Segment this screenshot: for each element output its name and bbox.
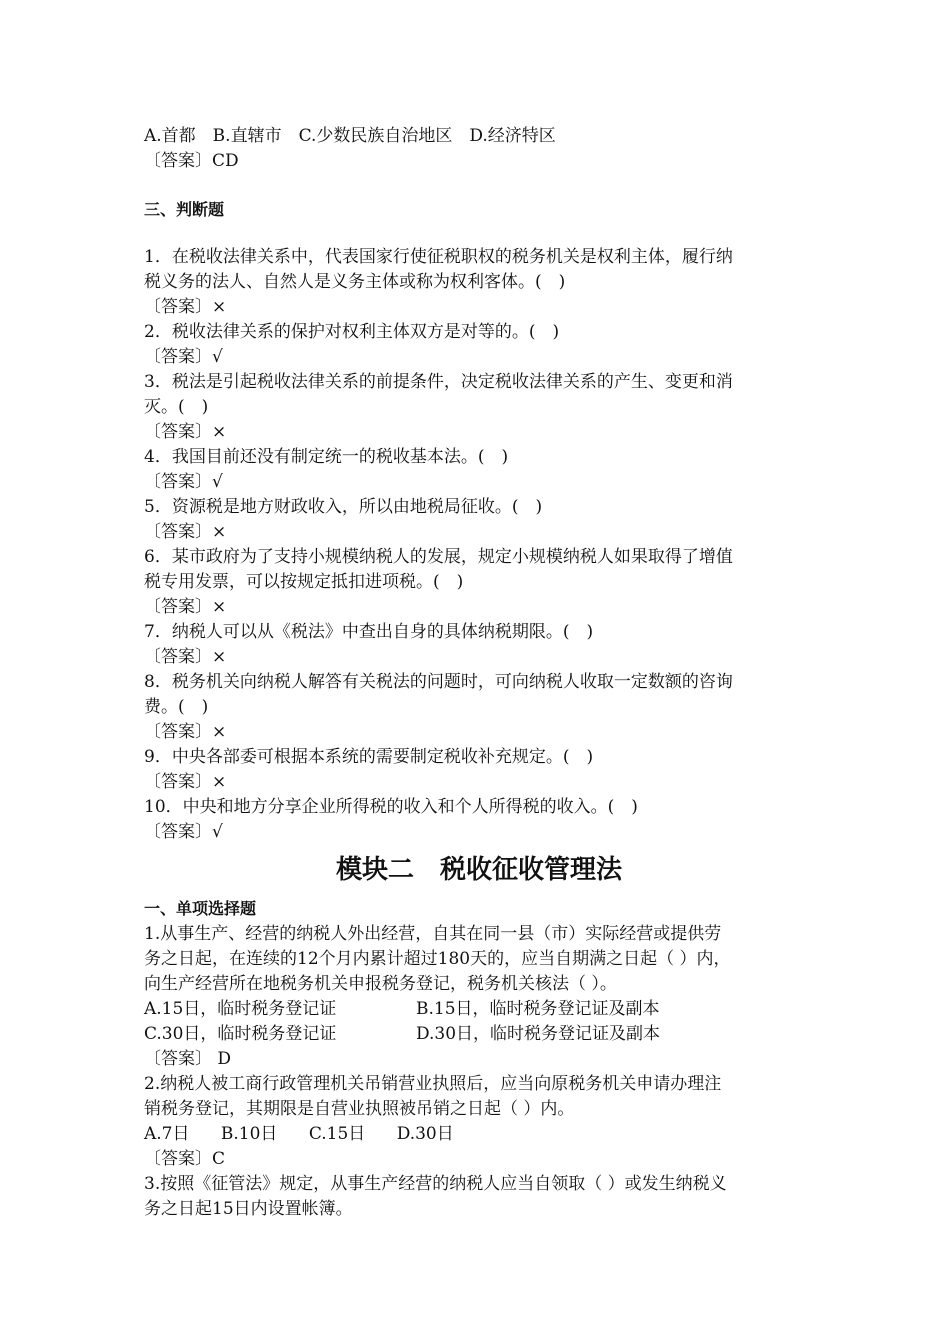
answer-line: 〔答案〕× [144, 522, 227, 542]
question-line: 税专用发票，可以按规定抵扣进项税。( ) [144, 572, 464, 592]
mc-question-3 [144, 1172, 824, 1222]
tf-question-6 [144, 545, 824, 620]
question-line: 务之日起15日内设置帐簿。 [144, 1199, 353, 1219]
answer-line: 〔答案〕C [144, 1149, 226, 1169]
question-line: 灭。( ) [144, 397, 209, 417]
question-line: 1．在税收法律关系中，代表国家行使征税职权的税务机关是权利主体，履行纳 [144, 247, 733, 267]
tf-question-7 [144, 620, 824, 670]
tf-question-9 [144, 745, 824, 795]
tf-question-8 [144, 670, 824, 745]
question-line: 8．税务机关向纳税人解答有关税法的问题时，可向纳税人收取一定数额的咨询 [144, 672, 733, 692]
option-a: A.7日 [144, 1124, 190, 1144]
option-row [144, 997, 824, 1022]
option-row [144, 1122, 824, 1147]
option-d: D.30日，临时税务登记证及副本 [416, 1024, 661, 1044]
question-line: 费。( ) [144, 697, 209, 717]
option-c: C.30日，临时税务登记证 [144, 1024, 337, 1044]
answer-line: 〔答案〕√ [144, 822, 223, 842]
question-line: 9．中央各部委可根据本系统的需要制定税收补充规定。( ) [144, 747, 594, 767]
answer-line: 〔答案〕× [144, 722, 227, 742]
module-title: 模块二 税收征收管理法 [335, 855, 622, 885]
option-d: D.30日 [396, 1124, 454, 1144]
document-page [144, 124, 824, 1222]
answer-line: 〔答案〕 D [144, 1049, 232, 1069]
option-c: C.15日 [308, 1124, 366, 1144]
tf-question-2 [144, 320, 824, 370]
question-line: 务之日起，在连续的12个月内累计超过180天的，应当自期满之日起（ ）内， [144, 949, 731, 969]
question-line: 4．我国目前还没有制定统一的税收基本法。( ) [144, 447, 509, 467]
question-line: 2．税收法律关系的保护对权利主体双方是对等的。( ) [144, 322, 560, 342]
option-b: B.10日 [220, 1124, 278, 1144]
section-heading-true-false: 三、判断题 [144, 200, 225, 219]
question-line: 5．资源税是地方财政收入，所以由地税局征收。( ) [144, 497, 543, 517]
answer-line: 〔答案〕× [144, 597, 227, 617]
answer-line: 〔答案〕√ [144, 347, 223, 367]
option-b: B.15日，临时税务登记证及副本 [416, 999, 660, 1019]
option-a: A.15日，临时税务登记证 [144, 999, 337, 1019]
tf-question-10 [144, 795, 824, 845]
true-false-list [144, 245, 824, 845]
question-line: 3．税法是引起税收法律关系的前提条件，决定税收法律关系的产生、变更和消 [144, 372, 733, 392]
mc-question-1 [144, 922, 824, 1072]
option-row [144, 1022, 824, 1047]
tf-question-1 [144, 245, 824, 320]
tf-question-3 [144, 370, 824, 445]
answer-line: 〔答案〕× [144, 647, 227, 667]
question-line: 7．纳税人可以从《税法》中查出自身的具体纳税期限。( ) [144, 622, 594, 642]
section-heading-single-choice: 一、单项选择题 [144, 899, 257, 918]
tf-question-4 [144, 445, 824, 495]
tf-question-5 [144, 495, 824, 545]
question-line: 税义务的法人、自然人是义务主体或称为权利客体。( ) [144, 272, 566, 292]
mc-question-2 [144, 1072, 824, 1172]
answer-line: 〔答案〕× [144, 772, 227, 792]
answer-line: 〔答案〕× [144, 297, 227, 317]
question-line: 6．某市政府为了支持小规模纳税人的发展，规定小规模纳税人如果取得了增值 [144, 547, 733, 567]
question-line: 2.纳税人被工商行政管理机关吊销营业执照后，应当向原税务机关申请办理注 [144, 1074, 722, 1094]
question-line: 销税务登记，其期限是自营业执照被吊销之日起（ ）内。 [144, 1099, 575, 1119]
answer-line: 〔答案〕√ [144, 472, 223, 492]
question-line: 3.按照《征管法》规定，从事生产经营的纳税人应当自领取（ ）或发生纳税义 [144, 1174, 727, 1194]
question-line: 10．中央和地方分享企业所得税的收入和个人所得税的收入。( ) [144, 797, 638, 817]
question-line: 1.从事生产、经营的纳税人外出经营，自其在同一县（市）实际经营或提供劳 [144, 924, 722, 944]
previous-question-answer: 〔答案〕CD [144, 151, 239, 171]
question-line: 向生产经营所在地税务机关申报税务登记，税务机关核法（ ）。 [144, 974, 617, 994]
answer-line: 〔答案〕× [144, 422, 227, 442]
previous-question-options: A.首都 B.直辖市 C.少数民族自治地区 D.经济特区 [144, 126, 556, 146]
